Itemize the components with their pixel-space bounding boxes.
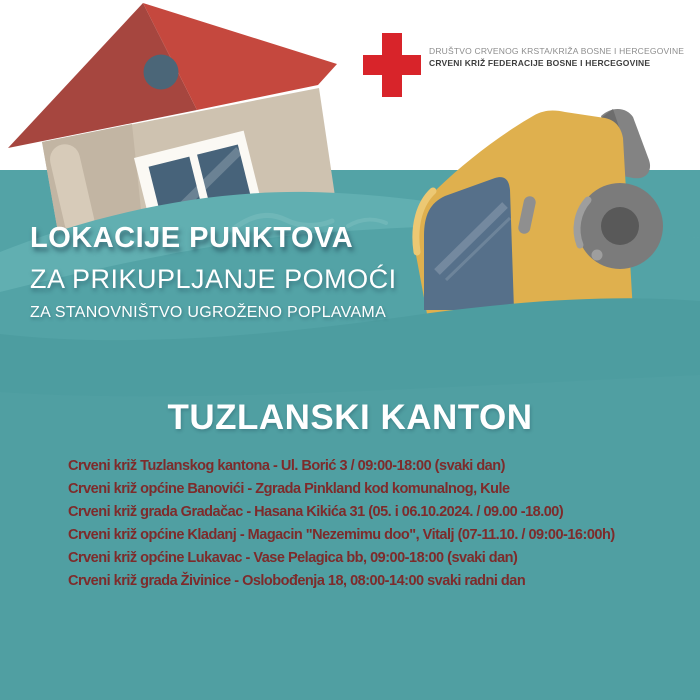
locations-list [68,455,668,593]
headline-block [30,221,397,323]
red-cross-icon [363,33,421,97]
submerged-car-icon [415,109,663,330]
car-wheel-hub [601,207,639,245]
red-cross-logo [363,33,684,97]
location-item: Crveni križ općine Kladanj - Magacin "Nezemimu doo", Vitalj (07-11.10. / 09:00-16:00h) [68,527,615,543]
section-title: TUZLANSKI KANTON [167,398,533,437]
location-item: Crveni križ općine Banovići - Zgrada Pinkland kod komunalnog, Kule [68,481,510,497]
org-name-line2: CRVENI KRIŽ FEDERACIJE BOSNE I HERCEGOVINE [429,57,651,68]
org-name [429,33,684,69]
attic-window-icon [144,55,179,90]
headline-title: LOKACIJE PUNKTOVA [30,222,354,254]
wheel-highlight-dot [592,250,603,261]
headline-subtitle: ZA PRIKUPLJANJE POMOĆI [30,264,397,294]
location-item: Crveni križ grada Živinice - Oslobođenja 18, 08:00-14:00 svaki radni dan [68,573,526,589]
location-item: Crveni križ općine Lukavac - Vase Pelagica bb, 09:00-18:00 (svaki dan) [68,550,518,566]
location-item: Crveni križ grada Gradačac - Hasana Kikića 31 (05. i 06.10.2024. / 09.00 -18.00) [68,504,564,520]
headline-tagline: ZA STANOVNIŠTVO UGROŽENO POPLAVAMA [30,304,387,321]
org-name-line1: DRUŠTVO CRVENOG KRSTA/KRIŽA BOSNE I HERCEGOVINE [429,46,685,56]
location-item: Crveni križ Tuzlanskog kantona - Ul. Borić 3 / 09:00-18:00 (svaki dan) [68,458,505,474]
